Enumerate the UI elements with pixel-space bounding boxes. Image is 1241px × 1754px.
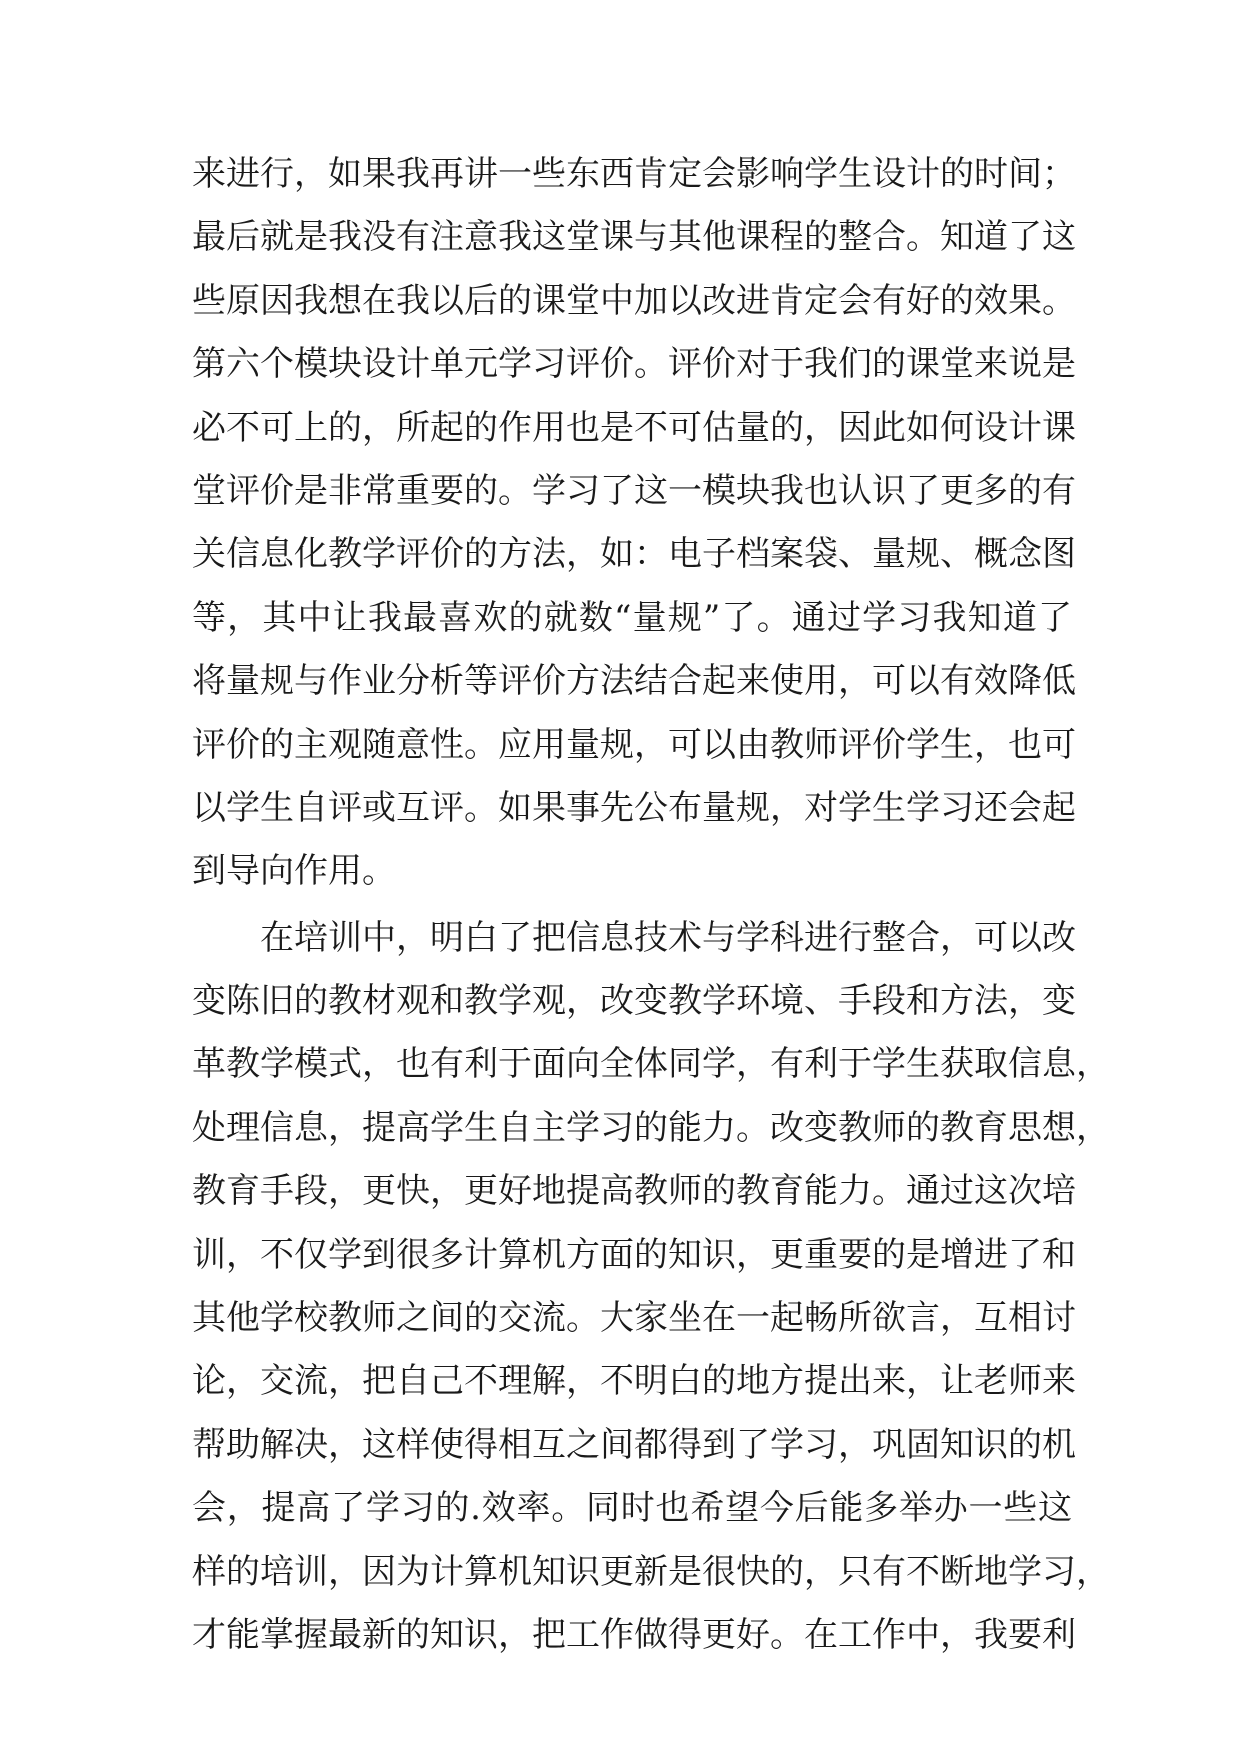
text-line: 会，提高了学习的.效率。同时也希望今后能多举办一些这 [192,1488,1072,1529]
text-line: 帮助解决，这样使得相互之间都得到了学习，巩固知识的机 [192,1424,1076,1465]
text-line: 样的培训，因为计算机知识更新是很快的，只有不断地学习， [192,1551,1110,1592]
text-line: 才能掌握最新的知识，把工作做得更好。在工作中，我要利 [192,1614,1076,1655]
paragraph-1 [192,143,1076,904]
text-line: 以学生自评或互评。如果事先公布量规，对学生学习还会起 [192,787,1076,828]
text-line: 第六个模块设计单元学习评价。评价对于我们的课堂来说是 [192,344,1076,385]
text-line: 评价的主观随意性。应用量规，可以由教师评价学生，也可 [192,724,1076,765]
text-line: 在培训中，明白了把信息技术与学科进行整合，可以改 [260,917,1076,958]
text-line: 最后就是我没有注意我这堂课与其他课程的整合。知道了这 [192,217,1076,258]
text-line: 等，其中让我最喜欢的就数“量规”了。通过学习我知道了 [192,597,1072,638]
text-line: 变陈旧的教材观和教学观，改变教学环境、手段和方法，变 [192,981,1076,1022]
text-line: 关信息化教学评价的方法，如：电子档案袋、量规、概念图 [192,534,1076,575]
paragraph-2 [192,907,1110,1668]
text-line: 堂评价是非常重要的。学习了这一模块我也认识了更多的有 [192,470,1076,511]
text-line: 必不可上的，所起的作用也是不可估量的，因此如何设计课 [192,407,1076,448]
text-line: 些原因我想在我以后的课堂中加以改进肯定会有好的效果。 [192,280,1076,321]
text-line: 论，交流，把自己不理解，不明白的地方提出来，让老师来 [192,1361,1076,1402]
text-line: 教育手段，更快，更好地提高教师的教育能力。通过这次培 [192,1171,1076,1212]
text-line: 训，不仅学到很多计算机方面的知识，更重要的是增进了和 [192,1234,1076,1275]
document-body [192,143,1110,1667]
text-line: 革教学模式，也有利于面向全体同学，有利于学生获取信息， [192,1044,1110,1085]
text-line: 处理信息，提高学生自主学习的能力。改变教师的教育思想， [192,1107,1110,1148]
text-line: 到导向作用。 [192,851,396,892]
text-line: 将量规与作业分析等评价方法结合起来使用，可以有效降低 [192,661,1076,702]
text-line: 其他学校教师之间的交流。大家坐在一起畅所欲言，互相讨 [192,1298,1076,1339]
text-line: 来进行，如果我再讲一些东西肯定会影响学生设计的时间； [192,154,1076,194]
